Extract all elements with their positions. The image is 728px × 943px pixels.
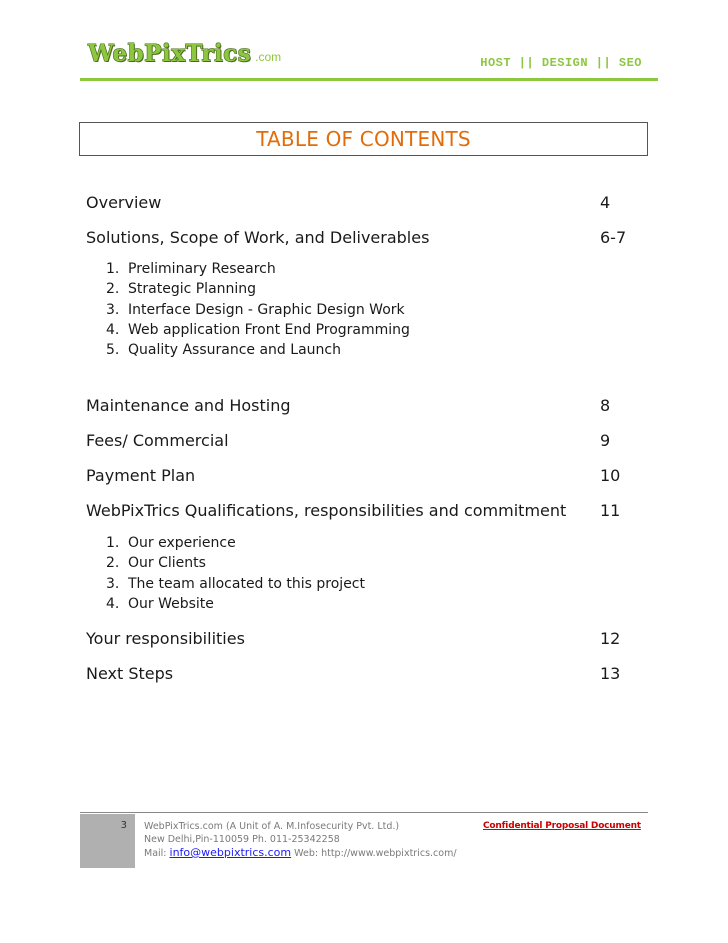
toc-entry-page: 11 bbox=[600, 501, 621, 520]
header-tagline: HOST || DESIGN || SEO bbox=[480, 56, 642, 70]
confidential-label: Confidential Proposal Document bbox=[483, 821, 641, 831]
list-item-text: Strategic Planning bbox=[128, 281, 257, 298]
list-item bbox=[106, 259, 506, 279]
footer-page-box bbox=[80, 814, 135, 868]
list-item-text: Web application Front End Programming bbox=[128, 321, 410, 338]
email-link[interactable]: info@webpixtrics.com bbox=[169, 846, 292, 859]
page-number: 3 bbox=[120, 820, 127, 831]
list-item-text: The team allocated to this project bbox=[128, 575, 365, 592]
toc-entry-label: Payment Plan bbox=[86, 466, 196, 485]
list-item-number: 3. bbox=[106, 301, 120, 318]
list-item-number: 4. bbox=[106, 321, 120, 338]
list-item-text: Interface Design - Graphic Design Work bbox=[128, 301, 405, 318]
toc-entry-page: 6-7 bbox=[600, 228, 627, 247]
list-item bbox=[106, 340, 506, 360]
list-item bbox=[106, 279, 506, 299]
list-item-number: 1. bbox=[106, 535, 120, 551]
footer-mail-label: Mail: bbox=[144, 848, 170, 859]
list-item bbox=[106, 533, 506, 553]
header-bar bbox=[80, 36, 658, 80]
toc-entry-page: 10 bbox=[600, 466, 621, 485]
list-item-number: 1. bbox=[106, 261, 120, 277]
toc-title-box bbox=[79, 122, 648, 156]
header-divider bbox=[80, 78, 658, 81]
list-item bbox=[106, 300, 506, 320]
toc-entry-label: WebPixTrics Qualifications, responsibilities and commitment bbox=[86, 501, 567, 520]
toc-entry-label: Solutions, Scope of Work, and Deliverables bbox=[86, 228, 430, 247]
list-item bbox=[106, 594, 506, 614]
list-item bbox=[106, 574, 506, 594]
list-item-number: 2. bbox=[106, 281, 120, 298]
toc-entry-label: Next Steps bbox=[86, 664, 174, 683]
company-logo bbox=[88, 40, 281, 67]
list-item bbox=[106, 320, 506, 340]
toc-entry-page: 4 bbox=[600, 193, 611, 212]
footer-divider bbox=[80, 812, 648, 813]
qualifications-sublist bbox=[106, 533, 506, 614]
list-item-text: Preliminary Research bbox=[128, 261, 276, 277]
toc-entry-page: 9 bbox=[600, 431, 611, 450]
toc-entry-label: Overview bbox=[86, 193, 162, 212]
list-item-number: 2. bbox=[106, 555, 120, 572]
footer-mail-line bbox=[144, 846, 457, 860]
toc-title: TABLE OF CONTENTS bbox=[256, 127, 471, 151]
list-item-number: 3. bbox=[106, 575, 120, 592]
list-item-text: Our Website bbox=[128, 595, 214, 612]
list-item-text: Our Clients bbox=[128, 555, 206, 572]
toc-entry-page: 12 bbox=[600, 629, 621, 648]
toc-entry-label: Fees/ Commercial bbox=[86, 431, 229, 450]
toc-entry-page: 8 bbox=[600, 396, 611, 415]
logo-wordmark: WebPixTrics bbox=[88, 40, 252, 67]
list-item-number: 4. bbox=[106, 595, 120, 612]
footer-company-line: WebPixTrics.com (A Unit of A. M.Infosecurity Pvt. Ltd.) bbox=[144, 821, 400, 832]
toc-entry-label: Your responsibilities bbox=[86, 629, 245, 648]
toc-entry-page: 13 bbox=[600, 664, 621, 683]
footer-address-line: New Delhi,Pin-110059 Ph. 011-25342258 bbox=[144, 834, 340, 845]
list-item bbox=[106, 553, 506, 573]
list-item-text: Our experience bbox=[128, 535, 236, 551]
list-item-number: 5. bbox=[106, 342, 120, 359]
list-item-text: Quality Assurance and Launch bbox=[128, 342, 341, 359]
footer-web-text: Web: http://www.webpixtrics.com/ bbox=[291, 848, 457, 859]
solutions-sublist bbox=[106, 259, 506, 360]
footer-contact bbox=[144, 820, 457, 860]
logo-suffix: .com bbox=[255, 50, 282, 64]
toc-entry-label: Maintenance and Hosting bbox=[86, 396, 291, 415]
